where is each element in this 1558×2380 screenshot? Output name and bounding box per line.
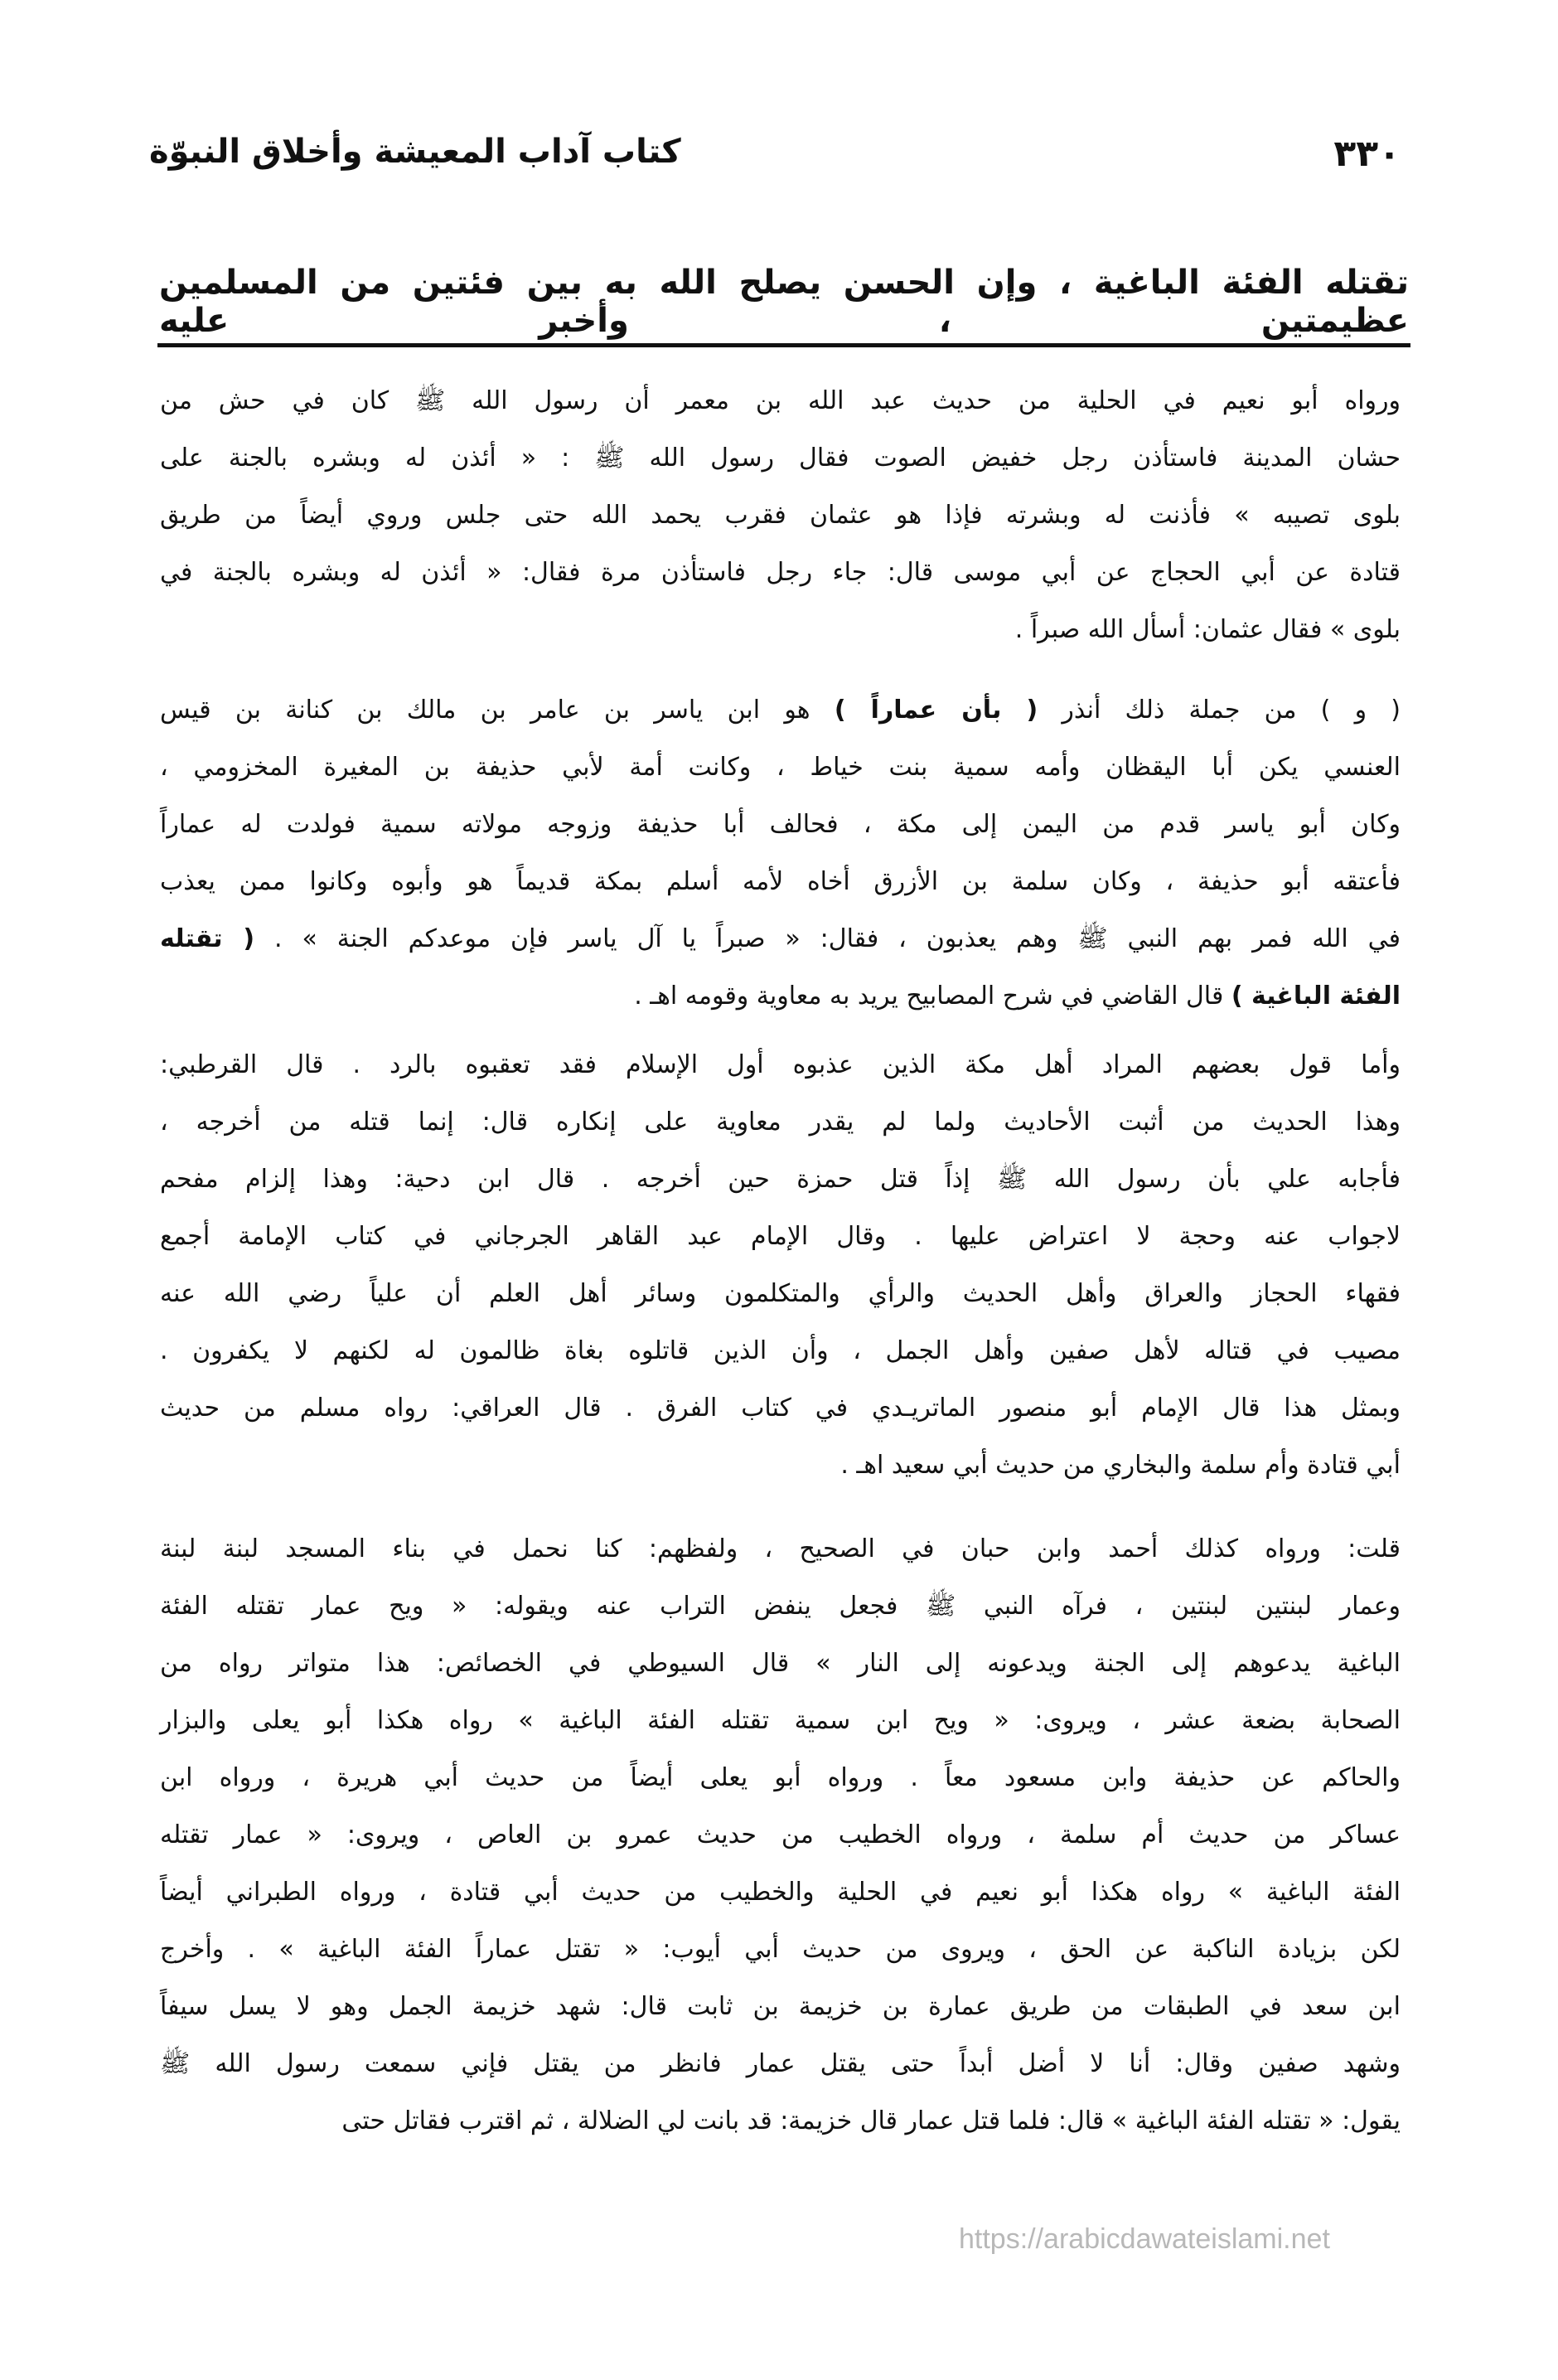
commentary-paragraph-3 xyxy=(160,1036,1401,1494)
text-segment: وبمثل هذا قال الإمام أبو منصور الماتريـدي في كتاب الفرق . قال العراقي: رواه مسلم من حديث xyxy=(160,1394,1401,1423)
text-line xyxy=(160,1036,1401,1093)
text-segment: ( و ) من جملة ذلك أنذر xyxy=(1038,696,1401,725)
text-line xyxy=(160,1208,1401,1265)
text-line xyxy=(160,1578,1401,1635)
text-segment: هو ابن ياسر بن عامر بن مالك بن كنانة بن قيس xyxy=(160,696,835,725)
text-segment: الصحابة بضعة عشر ، ويروى: « ويح ابن سمية تقتله الفئة الباغية » رواه هكذا أبو يعلى والبزار xyxy=(160,1706,1401,1735)
text-line xyxy=(160,2035,1401,2092)
separator-rule xyxy=(157,343,1410,347)
commentary-paragraph-2 xyxy=(160,681,1401,1025)
text-segment: فقهاء الحجاز والعراق وأهل الحديث والرأي والمتكلمون وسائر أهل العلم أن علياً رضي الله عنه xyxy=(160,1279,1401,1308)
text-segment: ورواه أبو نعيم في الحلية من حديث عبد الله بن معمر أن رسول الله ﷺ كان في حش من xyxy=(160,386,1401,415)
text-line xyxy=(160,681,1401,739)
text-segment: حشان المدينة فاستأذن رجل خفيض الصوت فقال رسول الله ﷺ : « أئذن له وبشره بالجنة على xyxy=(160,444,1401,473)
text-segment: بلوى » فقال عثمان: أسأل الله صبراً . xyxy=(1014,615,1401,644)
text-line xyxy=(160,601,1401,658)
text-segment: قلت: ورواه كذلك أحمد وابن حبان في الصحيح ، ولفظهم: كنا نحمل في بناء المسجد لبنة لبنة xyxy=(160,1534,1401,1563)
text-segment: يقول: « تقتله الفئة الباغية » قال: فلما قتل عمار قال خزيمة: قد بانت لي الضلالة ، ثم اقترب فقاتل حتى xyxy=(341,2106,1401,2135)
text-segment: لكن بزيادة الناكبة عن الحق ، ويروى من حديث أبي أيوب: « تقتل عماراً الفئة الباغية » . وأخرج xyxy=(160,1935,1401,1964)
page-number: ٣٣٠ xyxy=(1333,133,1401,175)
text-segment: الفئة الباغية » رواه هكذا أبو نعيم في الحلية والخطيب من حديث أبي قتادة ، ورواه الطبراني أيضاً xyxy=(160,1878,1401,1907)
text-line xyxy=(160,1978,1401,2035)
text-line xyxy=(160,1093,1401,1151)
commentary-paragraph-1 xyxy=(160,372,1401,658)
commentary-paragraph-4 xyxy=(160,1520,1401,2150)
text-segment: بلوى تصيبه » فأذنت له وبشرته فإذا هو عثمان فقرب يحمد الله حتى جلس وروي أيضاً من طريق xyxy=(160,501,1401,530)
watermark-url: https://arabicdawateislami.net xyxy=(959,2223,1330,2255)
text-line xyxy=(160,1265,1401,1322)
bold-matn-quote: ( بأن عماراً ) xyxy=(834,696,1038,725)
text-segment: وكان أبو ياسر قدم من اليمن إلى مكة ، فحالف أبا حذيفة وزوجه مولاته سمية فولدت له عماراً xyxy=(160,810,1401,839)
text-segment: وهذا الحديث من أثبت الأحاديث ولما لم يقدر معاوية على إنكاره قال: إنما قتله من أخرجه ، xyxy=(160,1108,1401,1137)
running-header-title: كتاب آداب المعيشة وأخلاق النبوّة xyxy=(149,133,681,171)
bold-matn-quote: ( تقتله xyxy=(160,924,255,953)
text-segment: العنسي يكن أبا اليقظان وأمه سمية بنت خياط ، وكانت أمة لأبي حذيفة بن المغيرة المخزومي ، xyxy=(160,753,1401,782)
text-segment: وعمار لبنتين لبنتين ، فرآه النبي ﷺ فجعل ينفض التراب عنه ويقوله: « ويح عمار تقتله الفئة xyxy=(160,1592,1401,1621)
text-line xyxy=(160,1322,1401,1379)
text-line xyxy=(160,1749,1401,1806)
text-segment: مصيب في قتاله لأهل صفين وأهل الجمل ، وأن الذين قاتلوه بغاة ظالمون له لكنهم لا يكفرون . xyxy=(160,1336,1401,1365)
text-segment: فأجابه علي بأن رسول الله ﷺ إذاً قتل حمزة حين أخرجه . قال ابن دحية: وهذا إلزام مفحم xyxy=(160,1165,1401,1194)
text-segment: قال القاضي في شرح المصابيح يريد به معاوية وقومه اهـ . xyxy=(634,982,1231,1011)
text-segment: في الله فمر بهم النبي ﷺ وهم يعذبون ، فقال: « صبراً يا آل ياسر فإن موعدكم الجنة » . xyxy=(254,924,1401,953)
text-line xyxy=(160,1806,1401,1864)
text-segment: وشهد صفين وقال: أنا لا أضل أبداً حتى يقتل عمار فانظر من يقتل فإني سمعت رسول الله ﷺ xyxy=(160,2049,1401,2078)
text-segment: وأما قول بعضهم المراد أهل مكة الذين عذبوه أول الإسلام فقد تعقبوه بالرد . قال القرطبي: xyxy=(160,1050,1401,1079)
text-line xyxy=(160,1692,1401,1749)
main-text-line: تقتله الفئة الباغية ، وإن الحسن يصلح الله به بين فئتين من المسلمين عظيمتين ، وأخبر عليه xyxy=(159,264,1409,340)
bold-matn-quote: الفئة الباغية ) xyxy=(1231,982,1401,1011)
text-line xyxy=(160,967,1401,1025)
text-line xyxy=(160,544,1401,601)
text-line xyxy=(160,1379,1401,1437)
text-segment: لاجواب عنه وحجة لا اعتراض عليها . وقال الإمام عبد القاهر الجرجاني في كتاب الإمامة أجمع xyxy=(160,1222,1401,1251)
text-line xyxy=(160,853,1401,910)
text-segment: فأعتقه أبو حذيفة ، وكان سلمة بن الأزرق أخاه لأمه أسلم بمكة قديماً هو وأبوه وكانوا ممن يعذب xyxy=(160,867,1401,896)
text-line xyxy=(160,487,1401,544)
text-line xyxy=(160,910,1401,967)
text-line xyxy=(160,739,1401,796)
text-segment: ابن سعد في الطبقات من طريق عمارة بن خزيمة بن ثابت قال: شهد خزيمة الجمل وهو لا يسل سيفاً xyxy=(160,1992,1401,2021)
text-line xyxy=(160,796,1401,853)
text-line xyxy=(160,1520,1401,1578)
text-line xyxy=(160,1635,1401,1692)
text-segment: قتادة عن أبي الحجاج عن أبي موسى قال: جاء رجل فاستأذن مرة فقال: « أئذن له وبشره بالجنة في xyxy=(160,558,1401,587)
text-line xyxy=(160,372,1401,429)
text-line xyxy=(160,429,1401,487)
text-line xyxy=(160,1864,1401,1921)
text-line xyxy=(160,1151,1401,1208)
text-segment: والحاكم عن حذيفة وابن مسعود معاً . ورواه أبو يعلى أيضاً من حديث أبي هريرة ، ورواه ابن xyxy=(160,1763,1401,1792)
text-line xyxy=(160,1921,1401,1978)
text-segment: عساكر من حديث أم سلمة ، ورواه الخطيب من حديث عمرو بن العاص ، ويروى: « عمار تقتله xyxy=(160,1820,1401,1849)
text-line xyxy=(160,2092,1401,2150)
text-segment: الباغية يدعوهم إلى الجنة ويدعونه إلى النار » قال السيوطي في الخصائص: هذا متواتر رواه من xyxy=(160,1649,1401,1678)
text-segment: أبي قتادة وأم سلمة والبخاري من حديث أبي سعيد اهـ . xyxy=(840,1451,1401,1480)
text-line xyxy=(160,1437,1401,1494)
